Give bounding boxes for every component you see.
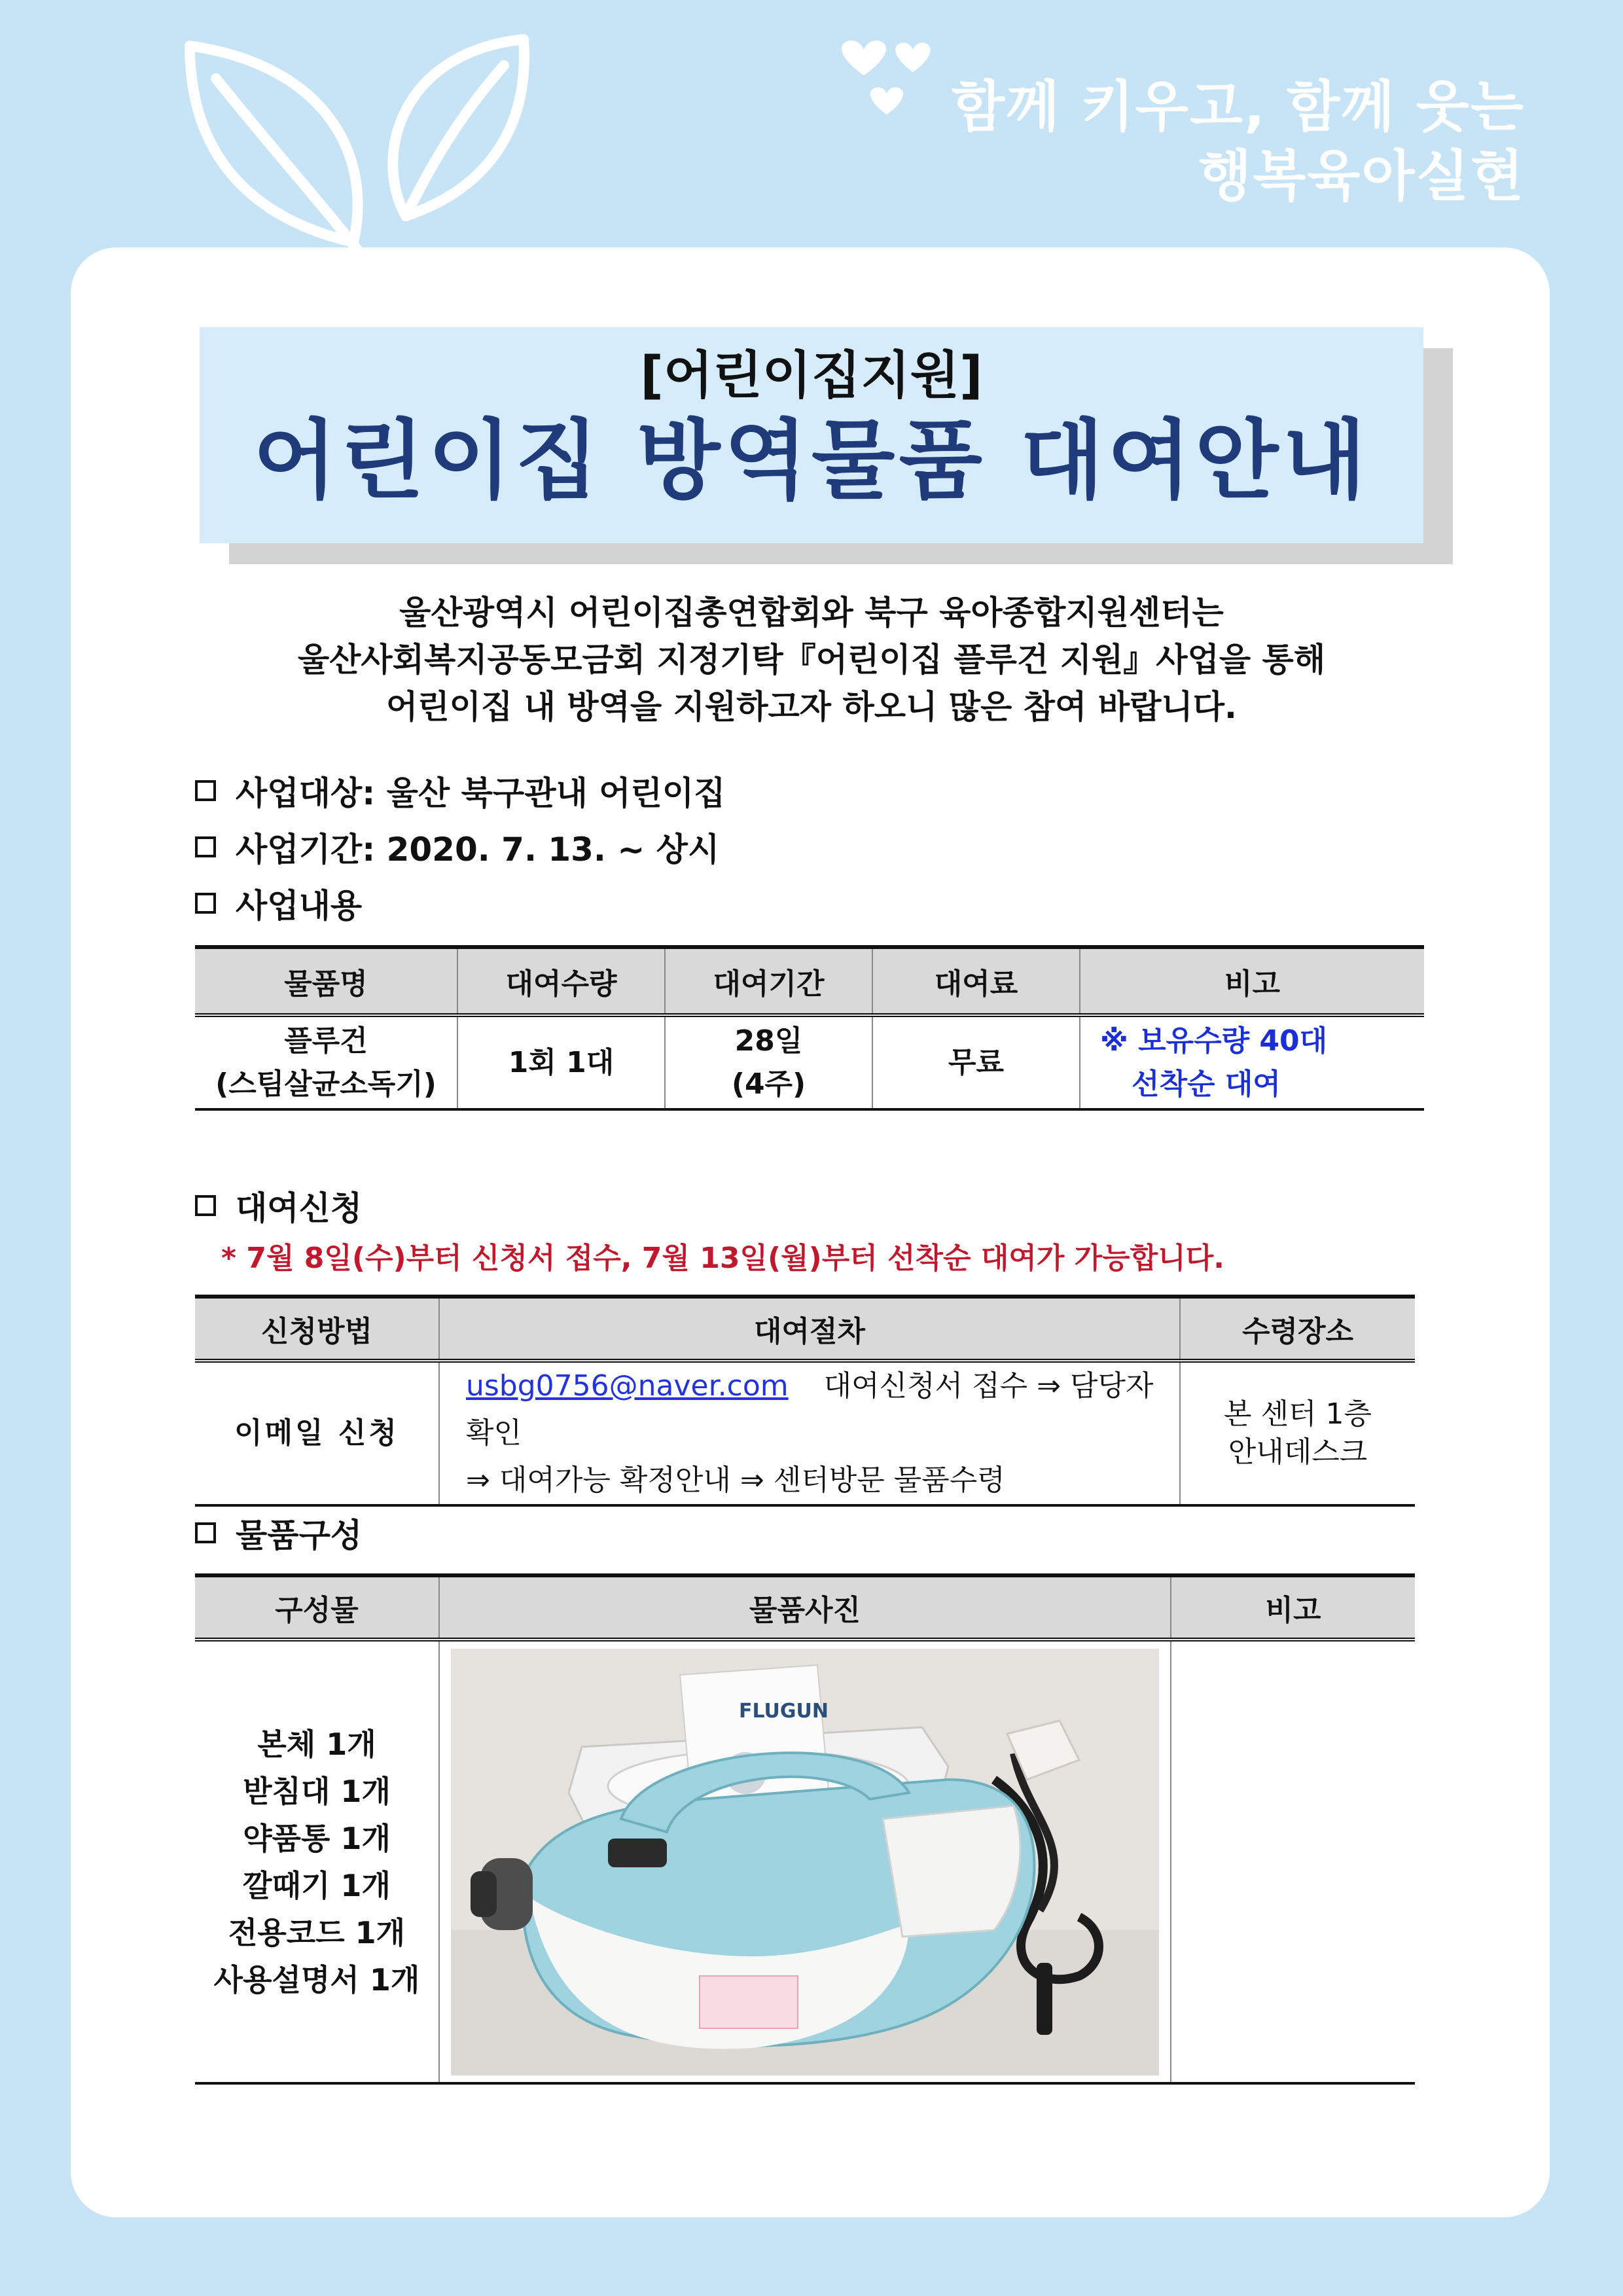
leaf-decoration-icon bbox=[177, 26, 543, 249]
slogan-line-2: 행복육아실현 bbox=[1198, 144, 1525, 208]
rental-item-desc: (스팀살균소독기) bbox=[215, 1067, 437, 1101]
intro-line-1: 울산광역시 어린이집총연합회와 북구 육아종합지원센터는 bbox=[399, 594, 1224, 632]
rental-item-name: 플루건 bbox=[284, 1024, 368, 1058]
table-row bbox=[195, 1640, 1415, 2083]
items-header-note: 비고 bbox=[1171, 1575, 1415, 1640]
rental-item-cell bbox=[195, 1015, 457, 1109]
component-item: 받침대 1개 bbox=[243, 1773, 391, 1809]
manual-brand-text: FLUGUN bbox=[739, 1699, 829, 1723]
apply-header-procedure: 대여절차 bbox=[439, 1297, 1180, 1361]
rental-period-days: 28일 bbox=[734, 1024, 803, 1058]
rental-period-cell bbox=[665, 1015, 872, 1109]
email-link[interactable]: usbg0756@naver.com bbox=[466, 1369, 789, 1403]
rental-header-fee: 대여료 bbox=[872, 947, 1080, 1015]
section-items bbox=[195, 1509, 362, 1556]
page-title: 어린이집 방역물품 대여안내 bbox=[253, 410, 1370, 511]
title-box bbox=[200, 327, 1423, 543]
component-item: 사용설명서 1개 bbox=[213, 1962, 420, 1998]
apply-place-cell bbox=[1180, 1361, 1415, 1505]
table-row bbox=[195, 1015, 1424, 1109]
hearts-decoration-icon bbox=[831, 39, 942, 118]
apply-place-line-2: 안내데스크 bbox=[1228, 1435, 1368, 1469]
rental-header-note: 비고 bbox=[1080, 947, 1424, 1015]
slogan-line-1: 함께 키우고, 함께 웃는 bbox=[952, 75, 1525, 139]
component-item: 깔때기 1개 bbox=[243, 1867, 391, 1903]
rental-note-stock: ※ 보유수량 40대 bbox=[1100, 1024, 1328, 1058]
checkbox-icon bbox=[195, 1522, 216, 1543]
apply-notice: * 7월 8일(수)부터 신청서 접수, 7월 13일(월)부터 선착순 대여가 가능합니다. bbox=[221, 1242, 1224, 1275]
checkbox-icon bbox=[195, 893, 216, 914]
flugun-sprayer-image bbox=[451, 1649, 1159, 2075]
section-content-label: 사업내용 bbox=[236, 887, 363, 925]
items-header-photo: 물품사진 bbox=[439, 1575, 1171, 1640]
items-header-component: 구성물 bbox=[195, 1575, 439, 1640]
apply-procedure-line-2: ⇒ 대여가능 확정안내 ⇒ 센터방문 물품수령 bbox=[466, 1463, 1005, 1497]
section-period-label: 사업기간: 2020. 7. 13. ~ 상시 bbox=[236, 831, 720, 869]
rental-fee: 무료 bbox=[872, 1015, 1080, 1109]
component-item: 본체 1개 bbox=[257, 1726, 376, 1762]
items-table bbox=[195, 1573, 1415, 2085]
section-target bbox=[195, 767, 725, 814]
apply-method: 이메일 신청 bbox=[195, 1361, 439, 1505]
apply-procedure-cell bbox=[439, 1361, 1180, 1505]
title-subtitle: [어린이집지원] bbox=[640, 346, 983, 405]
product-photo bbox=[451, 1649, 1159, 2075]
items-note bbox=[1171, 1640, 1415, 2083]
rental-note-order: 선착순 대여 bbox=[1132, 1067, 1281, 1101]
apply-header-place: 수령장소 bbox=[1180, 1297, 1415, 1361]
rental-note-cell bbox=[1080, 1015, 1424, 1109]
rental-period-weeks: (4주) bbox=[731, 1067, 806, 1101]
intro-text bbox=[196, 589, 1427, 730]
apply-header-method: 신청방법 bbox=[195, 1297, 439, 1361]
rental-table bbox=[195, 945, 1424, 1111]
intro-line-3: 어린이집 내 방역을 지원하고자 하오니 많은 참여 바랍니다. bbox=[385, 688, 1238, 726]
apply-procedure-steps-1: 대여신청서 접수 ⇒ 담당자 확인 bbox=[466, 1369, 1154, 1450]
section-items-label: 물품구성 bbox=[236, 1516, 363, 1554]
checkbox-icon bbox=[195, 1195, 216, 1216]
checkbox-icon bbox=[195, 780, 216, 801]
apply-place-line-1: 본 센터 1층 bbox=[1224, 1397, 1372, 1431]
rental-quantity: 1회 1대 bbox=[457, 1015, 665, 1109]
apply-procedure-line-1 bbox=[466, 1363, 1179, 1457]
checkbox-icon bbox=[195, 836, 216, 857]
photo-cell bbox=[439, 1640, 1171, 2083]
section-content bbox=[195, 880, 362, 927]
component-item: 약품통 1개 bbox=[243, 1820, 391, 1856]
components-cell bbox=[195, 1640, 439, 2083]
section-period bbox=[195, 823, 719, 870]
component-item: 전용코드 1개 bbox=[228, 1914, 406, 1950]
rental-header-period: 대여기간 bbox=[665, 947, 872, 1015]
section-apply bbox=[195, 1182, 362, 1229]
apply-table bbox=[195, 1295, 1415, 1507]
table-row bbox=[195, 1361, 1415, 1505]
rental-header-quantity: 대여수량 bbox=[457, 947, 665, 1015]
rental-header-item: 물품명 bbox=[195, 947, 457, 1015]
intro-line-2: 울산사회복지공동모금회 지정기탁『어린이집 플루건 지원』사업을 통해 bbox=[297, 641, 1326, 679]
section-apply-label: 대여신청 bbox=[236, 1189, 363, 1227]
slogan bbox=[952, 72, 1525, 211]
section-target-label: 사업대상: 울산 북구관내 어린이집 bbox=[236, 774, 726, 812]
